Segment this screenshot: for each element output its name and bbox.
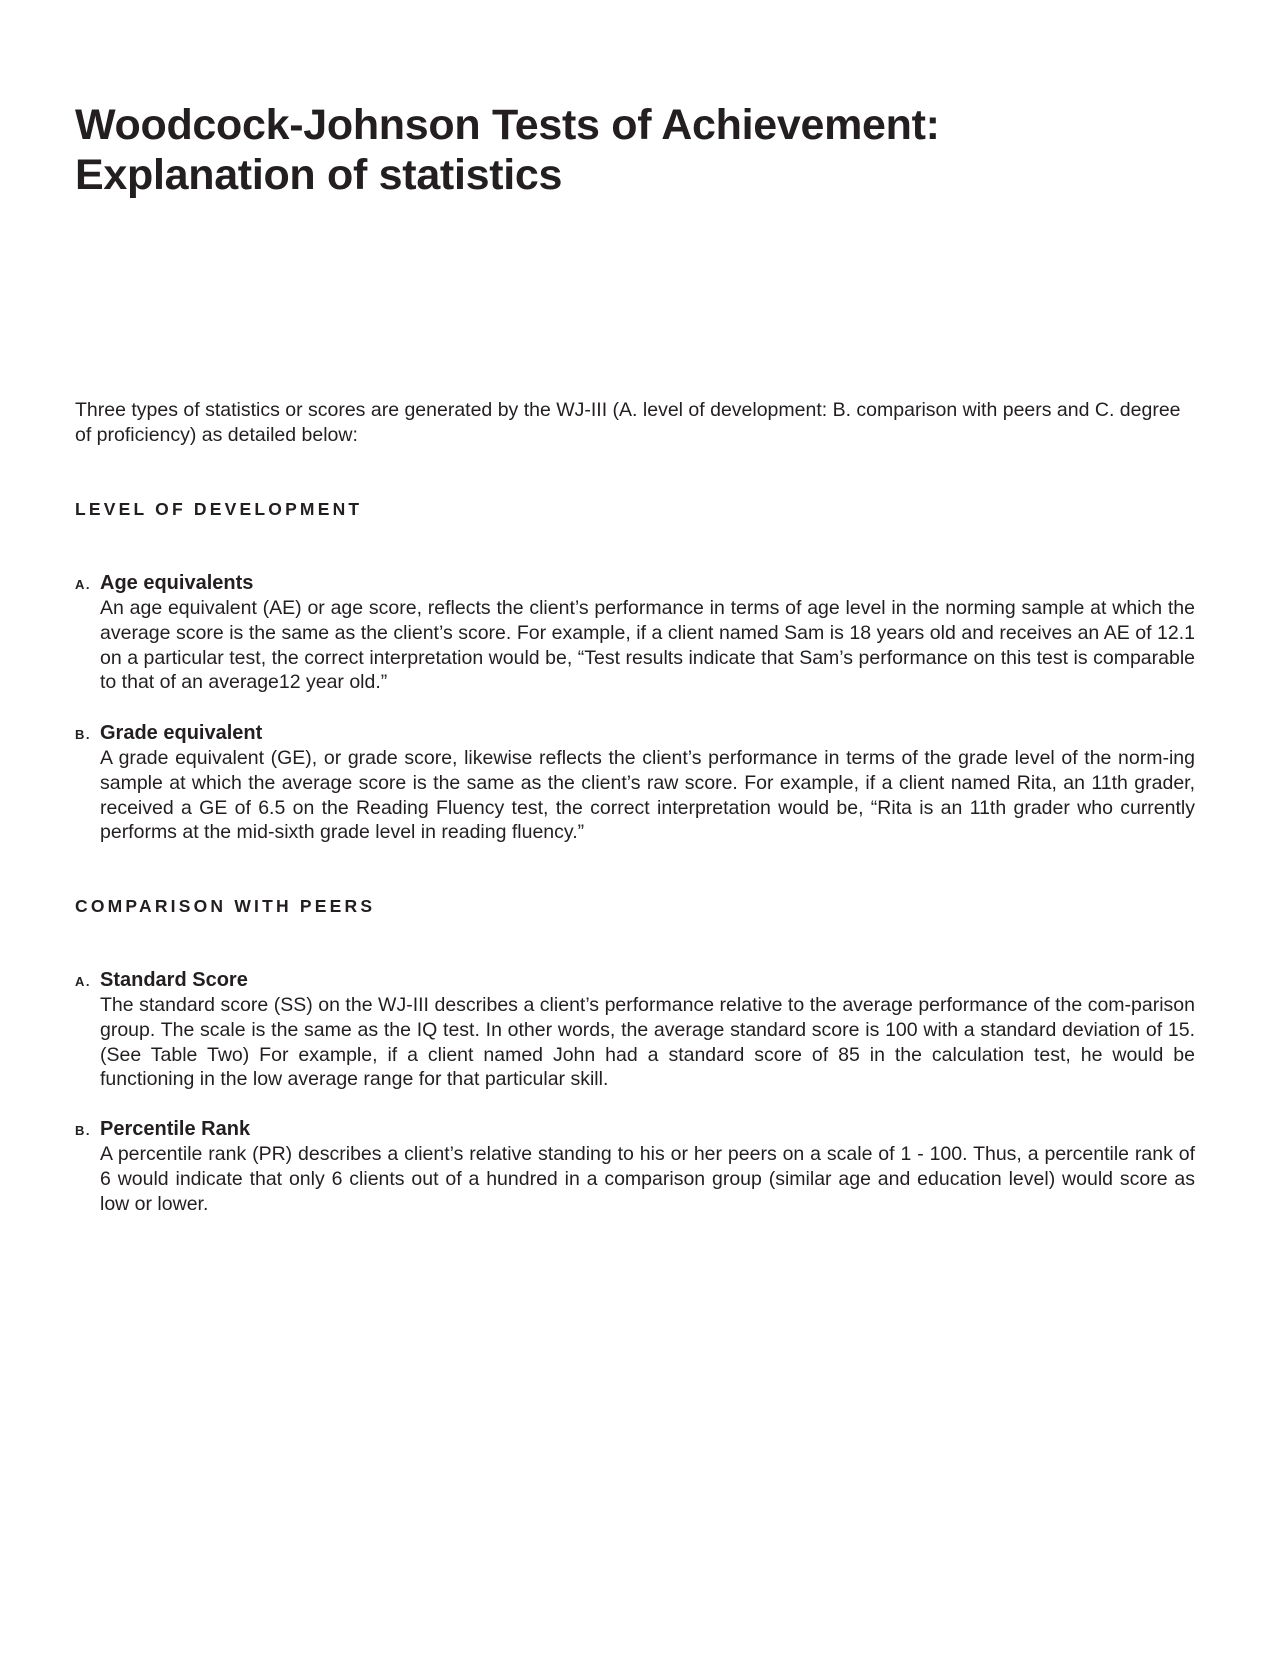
item-body: The standard score (SS) on the WJ-III describes a client’s performance relative to the average performance of the com-parison group. The scale is the same as the IQ test. In other words, the average standard score is 100 with a standard deviation of 15. (See Table Two) For example, if a client named John had a standard score of 85 in the calculation test, he would be functioning in the low average range for that particular skill. <box>100 994 1195 1091</box>
item-body: An age equivalent (AE) or age score, reflects the client’s performance in terms of age level in the norming sample at which the average score is the same as the client’s score. For example, if a client named Sam is 18 years old and receives an AE of 12.1 on a particular test, the correct interpretation would be, “Test results indicate that Sam’s performance on this test is comparable to that of an average12 year old.” <box>100 597 1195 694</box>
item-title: Age equivalents <box>100 572 254 594</box>
page-title <box>75 100 940 200</box>
item-letter: B. <box>75 1123 91 1138</box>
item-title: Standard Score <box>100 969 248 991</box>
section-heading-level-of-development: LEVEL OF DEVELOPMENT <box>75 499 363 519</box>
intro-paragraph: Three types of statistics or scores are generated by the WJ-III (A. level of development: B. comparison with peers and C. degree of proficiency) as detailed below: <box>75 399 1181 446</box>
item-heading <box>75 968 1195 993</box>
item-age-equivalents <box>75 571 1195 695</box>
item-title: Percentile Rank <box>100 1118 251 1140</box>
item-letter: A. <box>75 974 91 989</box>
item-body: A grade equivalent (GE), or grade score, likewise reflects the client’s performance in terms of the grade level of the norm-ing sample at which the average score is the same as the client’s raw score. For example, if a client named Rita, an 11th grader, received a GE of 6.5 on the Reading Fluency test, the correct interpretation would be, “Rita is an 11th grader who currently performs at the mid-sixth grade level in reading fluency.” <box>100 747 1195 844</box>
item-letter: B. <box>75 727 91 742</box>
item-percentile-rank <box>75 1117 1195 1216</box>
item-standard-score <box>75 968 1195 1092</box>
page-title-line-2: Explanation of statistics <box>75 151 563 199</box>
item-heading <box>75 721 1195 746</box>
page-title-line-1: Woodcock-Johnson Tests of Achievement: <box>75 101 940 149</box>
item-heading <box>75 1117 1195 1142</box>
item-letter: A. <box>75 577 91 592</box>
item-grade-equivalent <box>75 721 1195 845</box>
item-title: Grade equivalent <box>100 722 263 744</box>
item-body: A percentile rank (PR) describes a client’s relative standing to his or her peers on a scale of 1 - 100. Thus, a percentile rank of 6 would indicate that only 6 clients out of a hundred in a comparison group (similar age and education level) would score as low or lower. <box>100 1143 1195 1215</box>
item-heading <box>75 571 1195 596</box>
section-heading-comparison-with-peers: COMPARISON WITH PEERS <box>75 896 376 916</box>
